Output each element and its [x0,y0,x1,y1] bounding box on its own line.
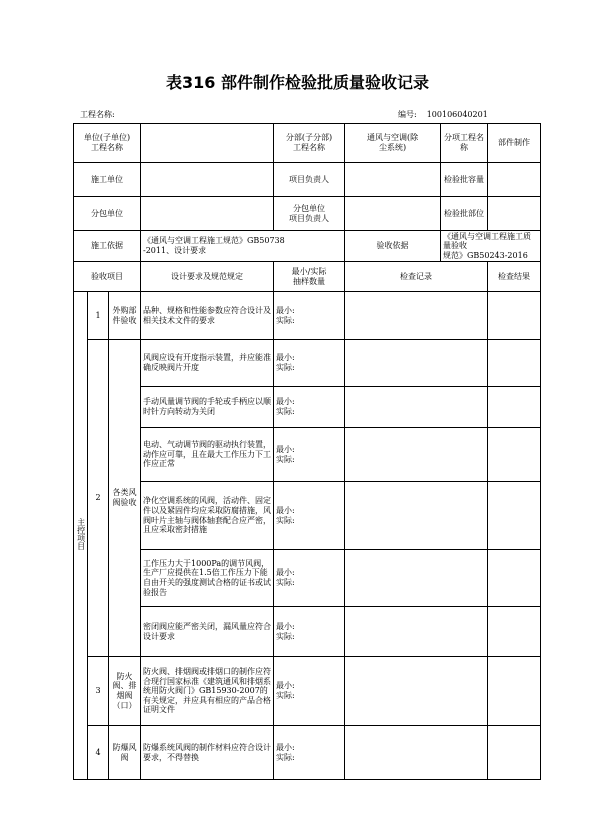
project-lead-label: 项目负责人 [274,163,345,197]
record-cell[interactable] [345,482,488,550]
requirement-text: 电动、气动调节阀的驱动执行装置，动作应可靠，且在最大工作压力下工作应正常 [141,428,274,482]
sample-cell: 最小: 实际: [274,482,345,550]
result-cell[interactable] [488,428,541,482]
project-name-label: 工程名称: [80,110,115,119]
page-title: 表316 部件制作检验批质量验收记录 [166,73,429,92]
result-cell[interactable] [488,726,541,780]
unit-label: 单位(子单位) 工程名称 [74,124,141,163]
record-cell[interactable] [345,726,488,780]
record-cell[interactable] [345,657,488,726]
group-name: 各类风阀验收 [109,340,141,657]
col-sample: 最小/实际 抽样数量 [274,262,345,292]
subcontract-lead-value[interactable] [345,197,441,231]
group-name: 防火阀、排烟阀（口） [109,657,141,726]
subcontract-unit-value[interactable] [141,197,274,231]
requirement-text: 净化空调系统的风阀，活动件、固定件以及紧固件均应采取防腐措施，风阀叶片主轴与阀体轴套配合应严密，且应采取密封措施 [141,482,274,550]
sample-cell: 最小: 实际: [274,387,345,428]
result-cell[interactable] [488,387,541,428]
sample-cell: 最小: 实际: [274,550,345,607]
sub-item-label: 分项工程名称 [441,124,488,163]
result-cell[interactable] [488,657,541,726]
result-cell[interactable] [488,550,541,607]
col-requirement: 设计要求及规范规定 [141,262,274,292]
record-cell[interactable] [345,340,488,387]
group-name: 防爆风阀 [109,726,141,780]
code-value: 100106040201 [426,110,488,119]
col-record: 检查记录 [345,262,488,292]
code-field [398,109,488,120]
sample-cell: 最小: 实际: [274,340,345,387]
requirement-text: 品种、规格和性能参数应符合设计及相关技术文件的要求 [141,292,274,340]
record-cell[interactable] [345,428,488,482]
sub-item-value: 部件制作 [488,124,541,163]
construction-unit-value[interactable] [141,163,274,197]
main-control-label: 主控项目 [74,292,88,780]
sample-cell: 最小: 实际: [274,428,345,482]
group-no: 4 [88,726,109,780]
batch-location-value[interactable] [488,197,541,231]
batch-location-label: 检验批部位 [441,197,488,231]
construction-unit-label: 施工单位 [74,163,141,197]
requirement-text: 防火阀、排烟阀或排烟口的制作应符合现行国家标准《建筑通风和排烟系统用防火阀门》GB15930-2007的有关规定，并应具有相应的产品合格证明文件 [141,657,274,726]
project-lead-value[interactable] [345,163,441,197]
result-cell[interactable] [488,607,541,657]
sample-cell: 最小: 实际: [274,607,345,657]
result-cell[interactable] [488,482,541,550]
requirement-text: 密闭阀应能严密关闭，漏风量应符合设计要求 [141,607,274,657]
inspection-record-table [73,123,541,780]
record-cell[interactable] [345,550,488,607]
col-item: 验收项目 [74,262,141,292]
result-cell[interactable] [488,340,541,387]
subcontract-lead-label: 分包单位 项目负责人 [274,197,345,231]
col-result: 检查结果 [488,262,541,292]
batch-capacity-label: 检验批容量 [441,163,488,197]
record-cell[interactable] [345,607,488,657]
division-label: 分部(子分部) 工程名称 [274,124,345,163]
sample-cell: 最小: 实际: [274,726,345,780]
division-value: 通风与空调(除 尘系统) [345,124,441,163]
batch-capacity-value[interactable] [488,163,541,197]
requirement-text: 工作压力大于1000Pa的调节风阀，生产厂应提供在1.5倍工作压力下能自由开关的强度测试合格的证书或试验报告 [141,550,274,607]
subcontract-unit-label: 分包单位 [74,197,141,231]
sample-cell: 最小: 实际: [274,292,345,340]
record-cell[interactable] [345,292,488,340]
requirement-text: 手动风量调节阀的手轮或手柄应以顺时针方向转动为关闭 [141,387,274,428]
requirement-text: 防爆系统风阀的制作材料应符合设计要求，不得替换 [141,726,274,780]
basis-value: 《通风与空调工程施工规范》GB50738 -2011、设计要求 [141,231,345,262]
unit-value[interactable] [141,124,274,163]
group-name: 外购部件验收 [109,292,141,340]
group-no: 2 [88,340,109,657]
basis-label: 施工依据 [74,231,141,262]
result-cell[interactable] [488,292,541,340]
group-no: 1 [88,292,109,340]
acceptance-basis-label: 验收依据 [345,231,441,262]
group-no: 3 [88,657,109,726]
code-label: 编号: [398,110,417,119]
acceptance-basis-value: 《通风与空调工程施工质量验收 规范》GB50243-2016 [441,231,541,262]
record-cell[interactable] [345,387,488,428]
sample-cell: 最小: 实际: [274,657,345,726]
requirement-text: 风阀应设有开度指示装置，并应能准确反映阀片开度 [141,340,274,387]
